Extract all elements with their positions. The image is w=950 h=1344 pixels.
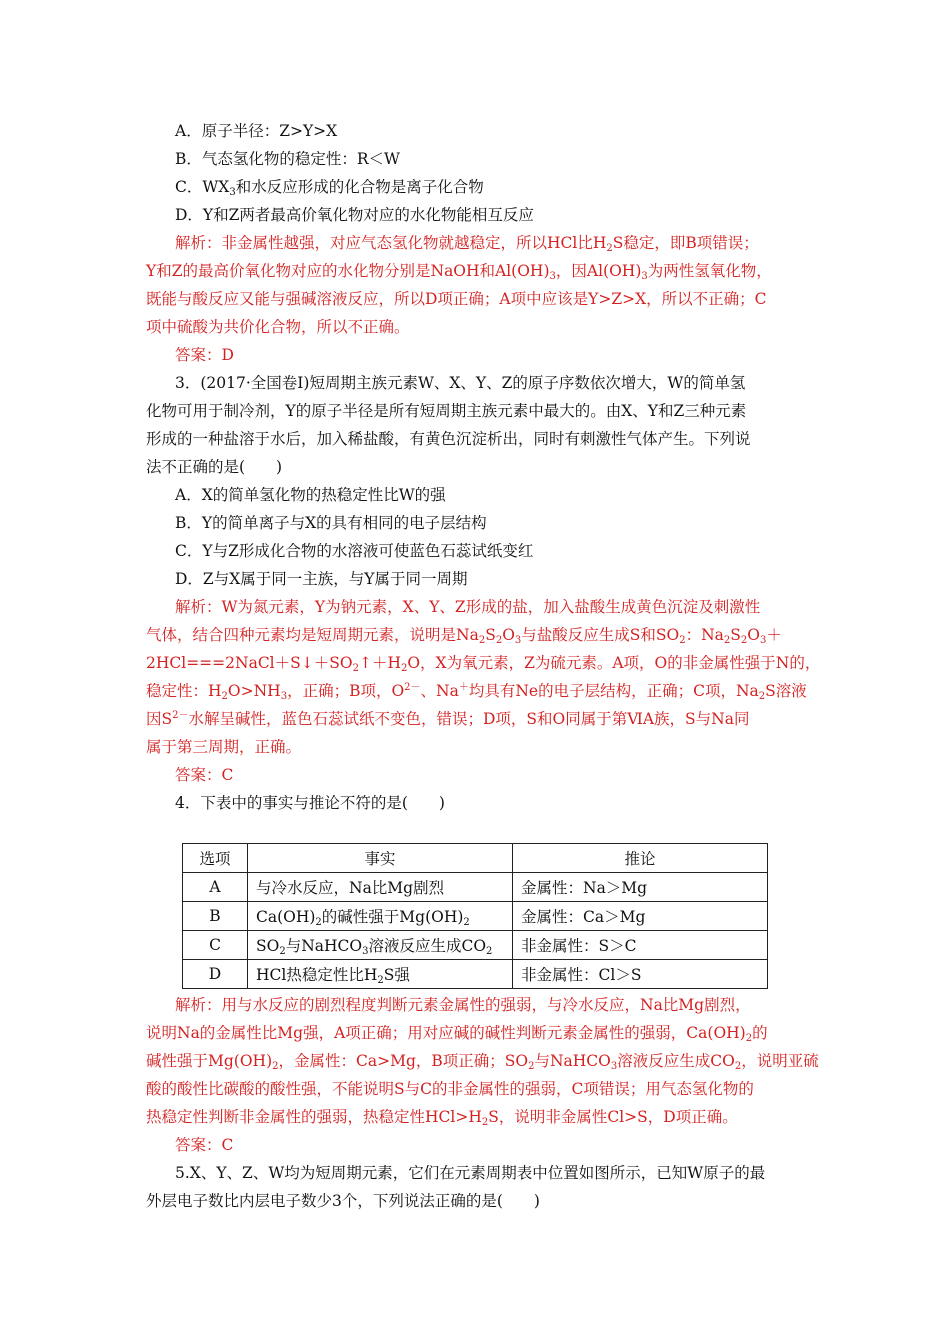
- table-row: [183, 873, 768, 902]
- q3-stem-line: 3．(2017·全国卷Ⅰ)短周期主族元素W、X、Y、Z的原子序数依次增大，W的简单氢: [175, 374, 746, 392]
- q3-stem-line: 化物可用于制冷剂，Y的原子半径是所有短周期主族元素中最大的。由X、Y和Z三种元素: [146, 402, 747, 420]
- table-header-row: [183, 844, 768, 873]
- q4-analysis-line: 说明Na的金属性比Mg强，A项正确；用对应碱的碱性判断元素金属性的强弱，$Ca(OH)_2$的: [146, 1024, 768, 1044]
- q3-analysis-line: 气体，结合四种元素均是短周期元素，说明是$Na_2S_2O_3$与盐酸反应生成S和$SO_2$：$Na_2S_2O_3+$: [146, 626, 782, 646]
- q3-analysis-line: 稳定性：$H_2O>NH_3$，正确；B项，$O^{2-}$、Na＋均具有Ne的电子层结构，正确；C项，$Na_2S$溶液: [146, 682, 807, 702]
- q2-analysis-line: Y和Z的最高价氧化物对应的水化物分别是NaOH和$Al(OH)_3$，因$Al(OH)_3$为两性氢氧化物，: [146, 262, 772, 282]
- table-cell-fact: HCl热稳定性比$H_2S$强: [248, 960, 513, 989]
- q4-analysis-line: 热稳定性判断非金属性的强弱，热稳定性$HCl>H_2S$，说明非金属性Cl>S，D项正确。: [146, 1108, 738, 1128]
- q3-stem-line: 形成的一种盐溶于水后，加入稀盐酸，有黄色沉淀析出，同时有刺激性气体产生。下列说: [146, 430, 751, 448]
- table-cell-conclusion: 金属性：Na＞Mg: [513, 873, 768, 902]
- q3-option-a: A．X的简单氢化物的热稳定性比W的强: [175, 486, 446, 504]
- q3-option-b: B．Y的简单离子与X的具有相同的电子层结构: [175, 514, 487, 532]
- q2-option-b: B．气态氢化物的稳定性：R＜W: [175, 150, 400, 168]
- q3-analysis-line: 属于第三周期，正确。: [146, 738, 302, 756]
- q4-stem: 4．下表中的事实与推论不符的是( ): [175, 794, 445, 812]
- q4-analysis-line: 碱性强于$Mg(OH)_2$，金属性：Ca>Mg，B项正确；$SO_2$与NaHCO$_3$溶液反应生成$CO_2$，说明亚硫: [146, 1052, 819, 1072]
- table-header-cell: 选项: [183, 844, 248, 873]
- q4-table: [182, 843, 768, 989]
- table-cell-option: B: [183, 902, 248, 931]
- q5-stem-line: 外层电子数比内层电子数少3个，下列说法正确的是( ): [146, 1192, 540, 1210]
- q3-option-c: C．Y与Z形成化合物的水溶液可使蓝色石蕊试纸变红: [175, 542, 534, 560]
- table-cell-conclusion: 非金属性：S＞C: [513, 931, 768, 960]
- q2-answer: 答案：D: [175, 346, 234, 364]
- q4-analysis-line: 酸的酸性比碳酸的酸性强，不能说明S与C的非金属性的强弱，C项错误；用气态氢化物的: [146, 1080, 754, 1098]
- table-cell-fact: 与冷水反应，Na比Mg剧烈: [248, 873, 513, 902]
- q3-analysis-line: $2HCl===2NaCl+S↓+SO_2↑+H_2O$，X为氧元素，Z为硫元素。A项，O的非金属性强于N的，: [146, 654, 821, 674]
- q3-option-d: D．Z与X属于同一主族，与Y属于同一周期: [175, 570, 468, 588]
- table-row: [183, 960, 768, 989]
- table-header-cell: 事实: [248, 844, 513, 873]
- table-row: [183, 931, 768, 960]
- table-cell-option: C: [183, 931, 248, 960]
- q4-analysis-line: 解析：用与水反应的剧烈程度判断元素金属性的强弱，与冷水反应，Na比Mg剧烈，: [175, 996, 751, 1014]
- table-row: [183, 902, 768, 931]
- q3-analysis-line: 因$S^{2-}$水解呈碱性，蓝色石蕊试纸不变色，错误；D项，S和O同属于第ⅥA族，S与Na同: [146, 710, 750, 728]
- q2-option-c: C．$WX_3$和水反应形成的化合物是离子化合物: [175, 178, 484, 198]
- table-cell-fact: $SO_2$与NaHCO$_3$溶液反应生成$CO_2$: [248, 931, 513, 960]
- q2-analysis-line: 解析：非金属性越强，对应气态氢化物就越稳定，所以HCl比$H_2S$稳定，即B项错误；: [175, 234, 759, 254]
- table-cell-conclusion: 非金属性：Cl＞S: [513, 960, 768, 989]
- table-header-cell: 推论: [513, 844, 768, 873]
- q2-analysis-line: 既能与酸反应又能与强碱溶液反应，所以D项正确；A项中应该是Y>Z>X，所以不正确；C: [146, 290, 767, 308]
- table-cell-conclusion: 金属性：Ca＞Mg: [513, 902, 768, 931]
- table-cell-option: A: [183, 873, 248, 902]
- q5-stem-line: 5.X、Y、Z、W均为短周期元素，它们在元素周期表中位置如图所示，已知W原子的最: [175, 1164, 766, 1182]
- q2-option-a: A．原子半径：Z>Y>X: [175, 122, 338, 140]
- q2-option-d: D．Y和Z两者最高价氧化物对应的水化物能相互反应: [175, 206, 534, 224]
- q2-analysis-line: 项中硫酸为共价化合物，所以不正确。: [146, 318, 410, 336]
- table-cell-option: D: [183, 960, 248, 989]
- q4-answer: 答案：C: [175, 1136, 234, 1154]
- q3-analysis-line: 解析：W为氮元素，Y为钠元素，X、Y、Z形成的盐，加入盐酸生成黄色沉淀及刺激性: [175, 598, 761, 616]
- q3-stem-line: 法不正确的是( ): [146, 458, 283, 476]
- table-cell-fact: $Ca(OH)_2$的碱性强于$Mg(OH)_2$: [248, 902, 513, 931]
- q3-answer: 答案：C: [175, 766, 234, 784]
